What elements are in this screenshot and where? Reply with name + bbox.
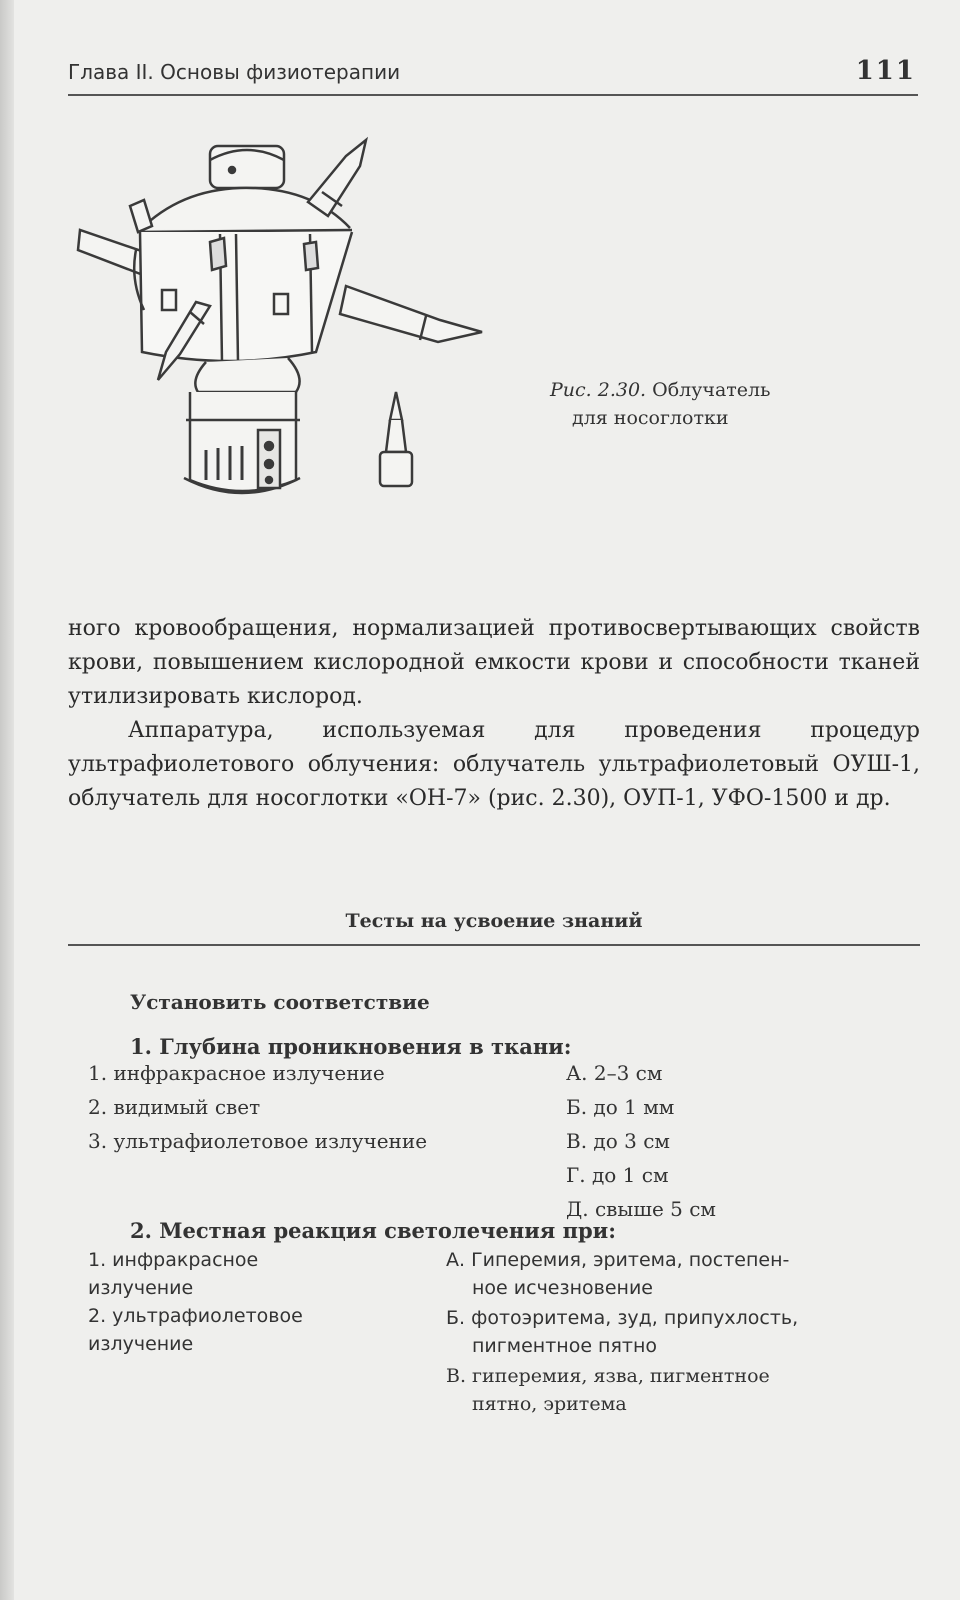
q1-left-item: 2. видимый свет — [88, 1095, 261, 1119]
q2-option-c: В. гиперемия, язва, пигментное пятно, эритема — [446, 1365, 770, 1415]
chapter-title: Глава II. Основы физиотерапии — [68, 60, 401, 84]
q2-option-a: А. Гиперемия, эритема, постепен- ное исчезновение — [446, 1249, 790, 1299]
figure-number: Рис. 2.30. — [550, 379, 647, 401]
question-2-title: 2. Местная реакция светолечения при: — [130, 1218, 616, 1243]
tests-section-title: Тесты на усвоение знаний — [345, 910, 643, 932]
paragraph-1: ного кровообращения, нормализацией противосвертывающих свойств крови, повышением кислородной емкости крови и способности тканей утилизировать кислород. — [68, 616, 920, 709]
question-1-left-column — [88, 1056, 558, 1158]
paragraph-2: Аппаратура, используемая для проведения процедур ультрафиолетового облучения: облучатель ультрафиолетовый ОУШ-1, облучатель для носоглотки «ОН-7» (рис. 2.30), ОУП-1, УФО-1500 и др. — [68, 718, 920, 811]
irradiator-figure — [60, 130, 520, 530]
caption-text-2: для носоглотки — [572, 407, 729, 429]
q1-left-item: 3. ультрафиолетовое излучение — [88, 1129, 428, 1153]
q2-left-item: излучение — [88, 1333, 194, 1355]
question-1-right-column — [566, 1056, 906, 1226]
book-spine-shadow — [0, 0, 14, 1600]
q1-right-item: А. 2–3 см — [566, 1061, 663, 1085]
q1-right-item: В. до 3 см — [566, 1129, 670, 1153]
tests-instruction: Установить соответствие — [130, 990, 430, 1014]
q1-right-item: Б. до 1 мм — [566, 1095, 675, 1119]
q2-option-b: Б. фотоэритема, зуд, припухлость, пигментное пятно — [446, 1307, 799, 1357]
q1-left-item: 1. инфракрасное излучение — [88, 1061, 385, 1085]
question-2-left-column — [88, 1246, 418, 1358]
q1-right-item: Д. свыше 5 см — [566, 1197, 716, 1221]
q2-left-item: излучение — [88, 1277, 194, 1299]
section-divider — [68, 944, 920, 946]
q2-left-item: 1. инфракрасное — [88, 1249, 259, 1271]
question-1-title: 1. Глубина проникновения в ткани: — [130, 1034, 572, 1059]
uv-irradiator-icon — [60, 130, 520, 530]
body-text — [68, 612, 920, 816]
running-header — [68, 54, 918, 94]
header-divider — [68, 94, 918, 96]
q1-right-item: Г. до 1 см — [566, 1163, 669, 1187]
caption-text-1: Облучатель — [652, 379, 771, 401]
figure-caption — [536, 376, 836, 432]
question-2-right-column — [446, 1246, 916, 1420]
q2-left-item: 2. ультрафиолетовое — [88, 1305, 303, 1327]
page-number: 111 — [855, 56, 916, 86]
